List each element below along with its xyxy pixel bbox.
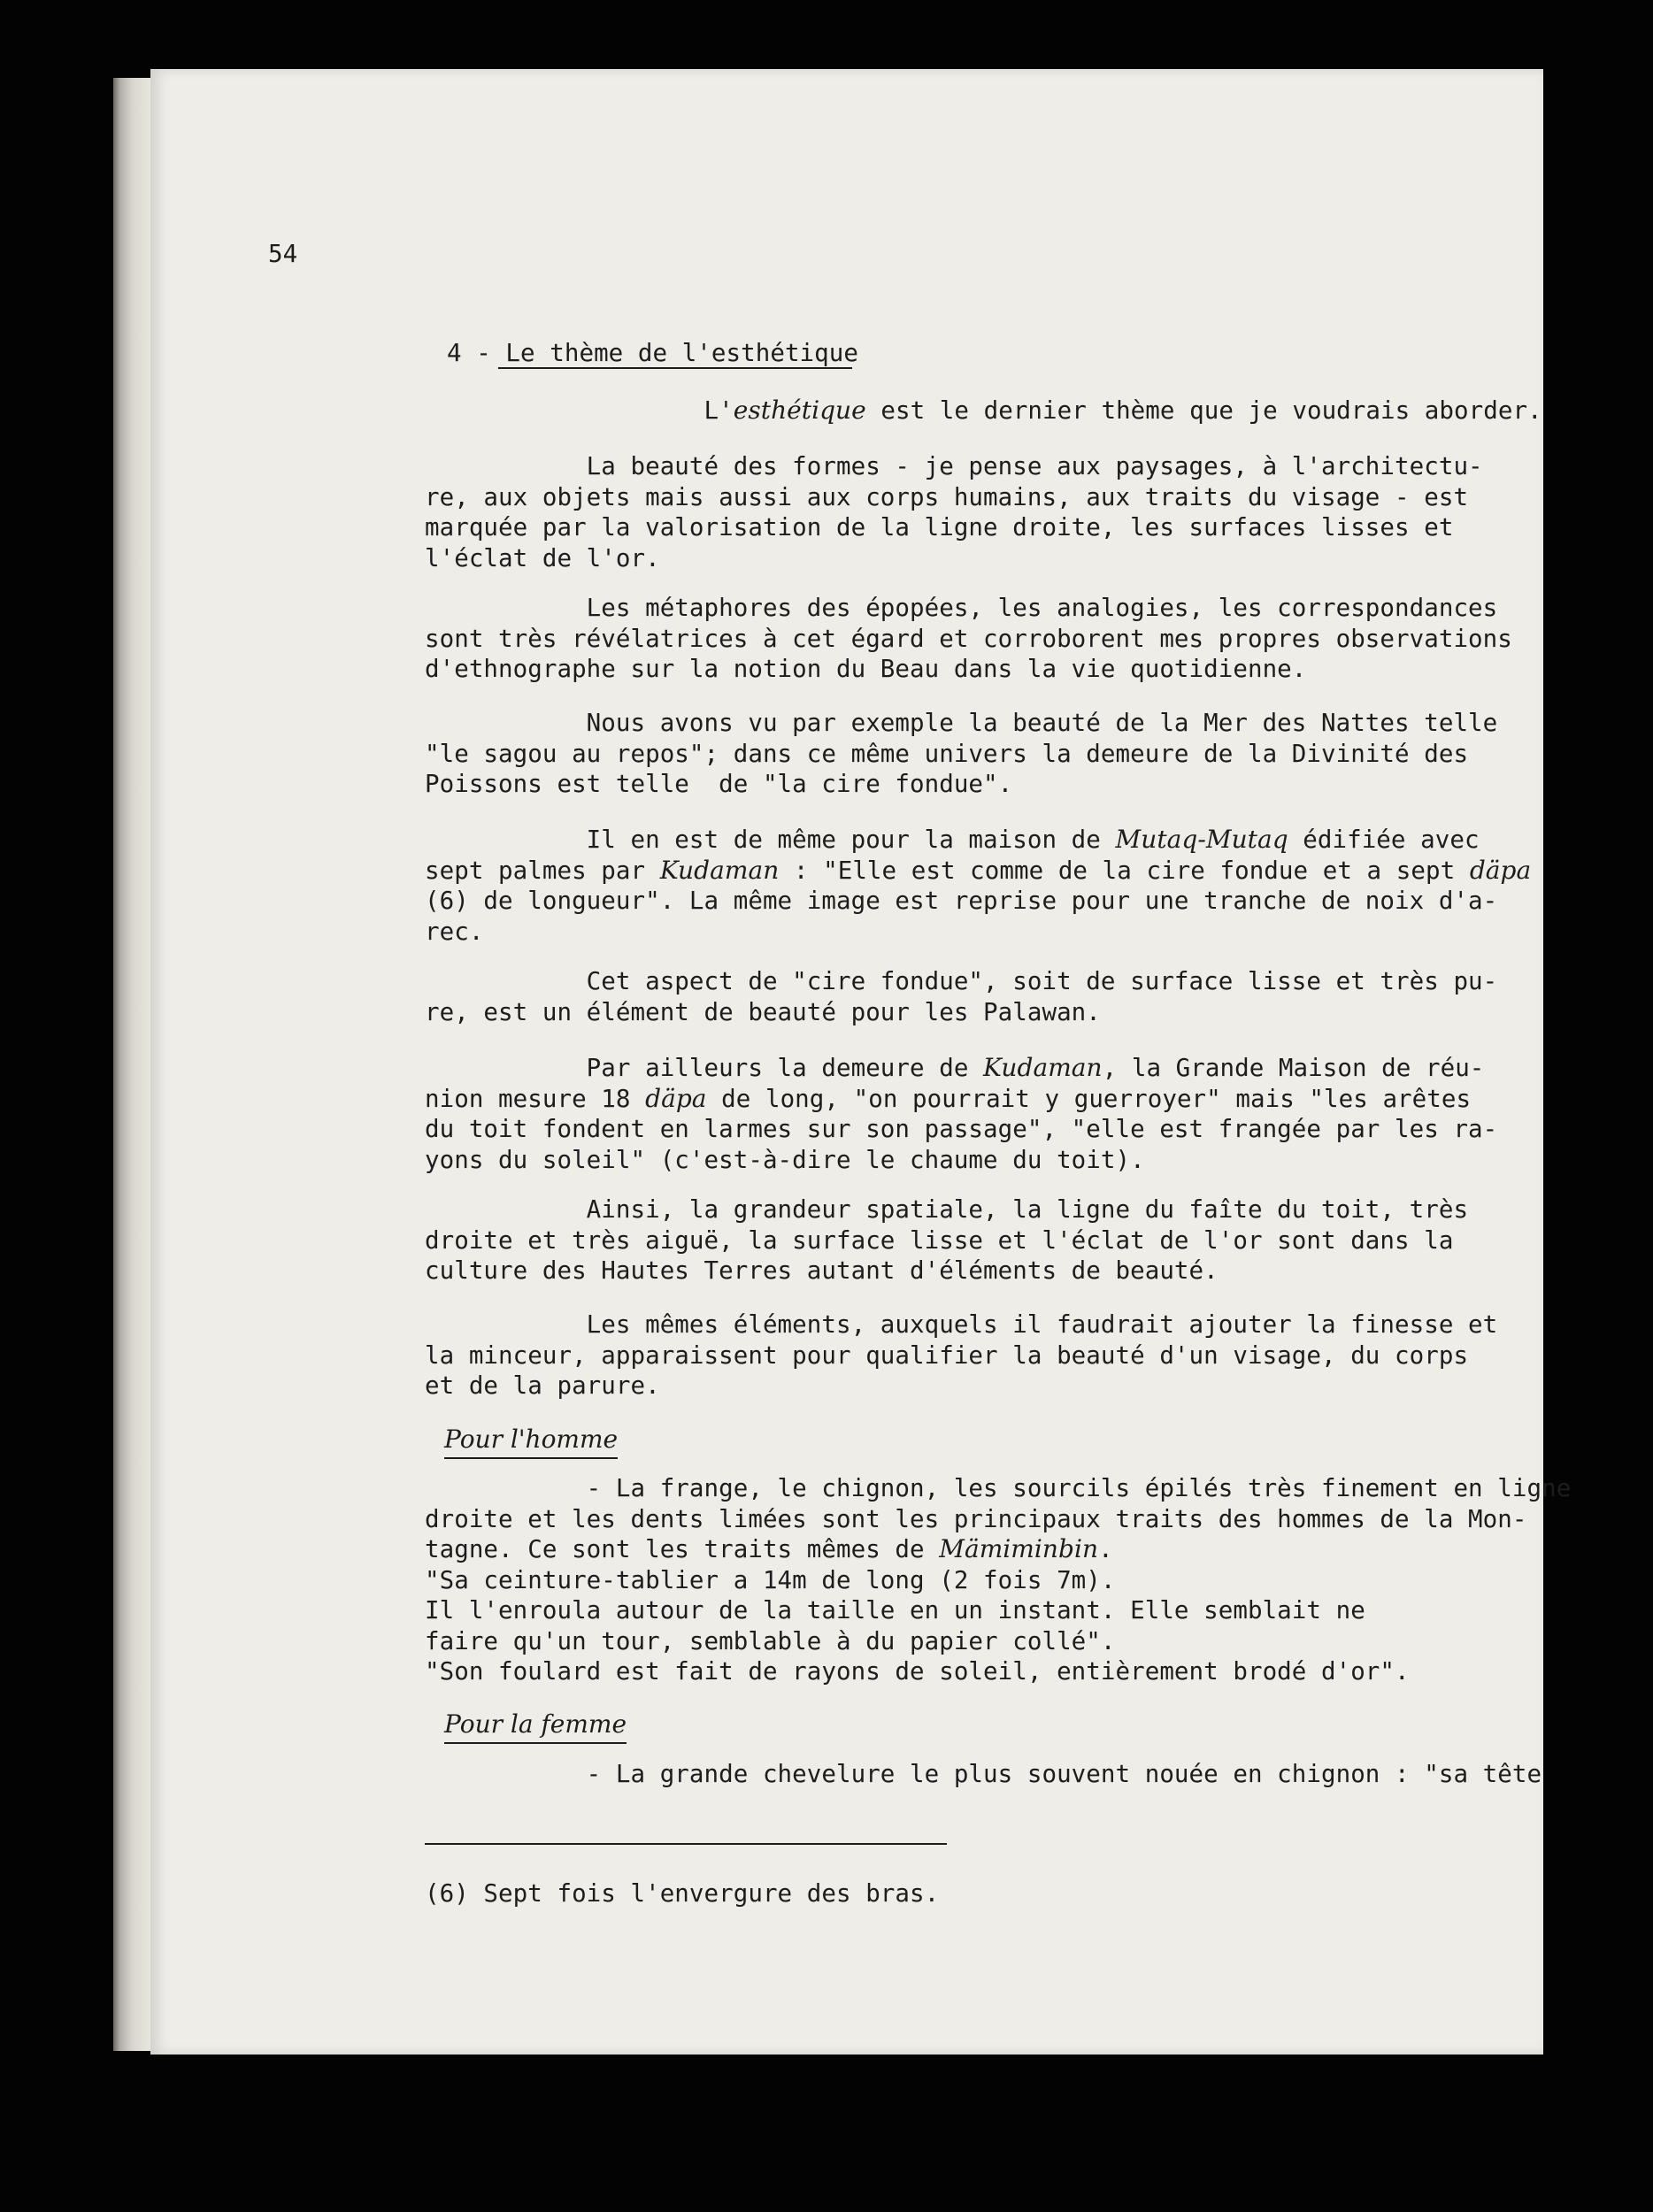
italic-term: Kudaman	[983, 1053, 1103, 1082]
text-line: yons du soleil" (c'est-à-dire le chaume du toit).	[425, 1145, 1145, 1174]
text-line: (6) de longueur". La même image est reprise pour une tranche de noix d'a-	[425, 887, 1498, 915]
subheading-femme: Pour la femme	[444, 1709, 627, 1744]
text-line: du toit fondent en larmes sur son passage", "elle est frangée par les ra-	[425, 1115, 1498, 1143]
italic-term: däpa	[1469, 855, 1532, 885]
italic-term: Mämiminbin	[939, 1534, 1099, 1563]
footnote-rule	[425, 1843, 947, 1845]
paragraph-memes-elements	[425, 1310, 1497, 1402]
footnote: (6) Sept fois l'envergure des bras.	[425, 1879, 940, 1908]
text-line: l'éclat de l'or.	[425, 543, 660, 572]
text-line: - La grande chevelure le plus souvent nouée en chignon : "sa tête	[425, 1760, 1542, 1788]
paragraph-femme	[425, 1759, 1542, 1790]
paragraph-intro	[425, 396, 1542, 426]
text-line: - La frange, le chignon, les sourcils épilés très finement en ligne	[425, 1474, 1572, 1502]
paragraph-metaphores	[425, 593, 1512, 685]
text-run: sept palmes par	[425, 856, 660, 885]
text-run: de long, "on pourrait y guerroyer" mais "les arêtes	[706, 1084, 1472, 1113]
text-line: marquée par la valorisation de la ligne droite, les surfaces lisses et	[425, 513, 1454, 541]
text-line: re, aux objets mais aussi aux corps humains, aux traits du visage - est	[425, 482, 1469, 511]
text-run: , la Grande Maison de réu-	[1102, 1054, 1485, 1082]
text-run: : "Elle est comme de la cire fondue et a sept	[779, 856, 1470, 885]
paragraph-mutaq-mutaq	[425, 825, 1531, 947]
text-line	[425, 825, 1531, 856]
text-line: "Son foulard est fait de rayons de soleil, entièrement brodé d'or".	[425, 1657, 1410, 1686]
paragraph-beaute-formes	[425, 451, 1483, 573]
paragraph-mer-des-nattes	[425, 708, 1497, 800]
text-line: et de la parure.	[425, 1371, 660, 1400]
text-line: Poissons est telle de "la cire fondue".	[425, 770, 1013, 798]
text-run: est le dernier thème que je voudrais aborder.	[865, 396, 1542, 425]
text-line: Il l'enroula autour de la taille en un instant. Elle semblait ne	[425, 1596, 1365, 1624]
section-title-underline	[498, 367, 852, 369]
text-line: re, est un élément de beauté pour les Palawan.	[425, 997, 1101, 1026]
text-line: la minceur, apparaissent pour qualifier la beauté d'un visage, du corps	[425, 1340, 1469, 1370]
text-line: faire qu'un tour, semblable à du papier collé".	[425, 1626, 1116, 1655]
text-line	[425, 1053, 1497, 1084]
text-run: Il en est de même pour la maison de	[425, 826, 1116, 854]
italic-term: esthétique	[733, 396, 866, 425]
text-line	[425, 1084, 1497, 1115]
paragraph-cire-fondue	[425, 966, 1497, 1027]
text-line: rec.	[425, 917, 484, 946]
text-line	[425, 1534, 1571, 1565]
text-line: culture des Hautes Terres autant d'éléments de beauté.	[425, 1256, 1219, 1285]
text-run: .	[1098, 1535, 1113, 1563]
text-line: d'ethnographe sur la notion du Beau dans la vie quotidienne.	[425, 655, 1307, 683]
text-line: droite et très aiguë, la surface lisse et l'éclat de l'or sont dans la	[425, 1225, 1454, 1255]
text-line: Cet aspect de "cire fondue", soit de surface lisse et très pu-	[425, 967, 1498, 995]
text-line: Les métaphores des épopées, les analogies, les correspondances	[425, 594, 1498, 622]
text-line: Ainsi, la grandeur spatiale, la ligne du faîte du toit, très	[425, 1195, 1469, 1224]
italic-term: Mutaq-Mutaq	[1115, 825, 1288, 854]
text-line: Nous avons vu par exemple la beauté de la Mer des Nattes telle	[425, 709, 1498, 737]
paragraph-grandeur-spatiale	[425, 1194, 1468, 1286]
italic-term: däpa	[645, 1083, 707, 1113]
text-run: L'	[425, 396, 734, 425]
paragraph-homme	[425, 1473, 1571, 1687]
text-line: La beauté des formes - je pense aux paysages, à l'architectu-	[425, 452, 1483, 480]
text-line: "le sagou au repos"; dans ce même univers la demeure de la Divinité des	[425, 739, 1469, 768]
text-line	[425, 856, 1531, 887]
text-line: sont très révélatrices à cet égard et corroborent mes propres observations	[425, 624, 1512, 653]
text-line: Les mêmes éléments, auxquels il faudrait ajouter la finesse et	[425, 1310, 1498, 1339]
text-run: nion mesure 18	[425, 1084, 646, 1113]
page-number: 54	[268, 240, 298, 268]
text-run: Par ailleurs la demeure de	[425, 1054, 984, 1082]
text-line: "Sa ceinture-tablier a 14m de long (2 fois 7m).	[425, 1565, 1116, 1594]
text-run: édifiée avec	[1288, 826, 1480, 854]
italic-term: Kudaman	[659, 855, 780, 885]
text-line: droite et les dents limées sont les principaux traits des hommes de la Mon-	[425, 1504, 1527, 1533]
paragraph-grande-maison	[425, 1053, 1497, 1175]
section-title: 4 - Le thème de l'esthétique	[447, 339, 858, 367]
text-run: tagne. Ce sont les traits mêmes de	[425, 1535, 940, 1563]
subheading-homme: Pour l'homme	[444, 1425, 618, 1459]
